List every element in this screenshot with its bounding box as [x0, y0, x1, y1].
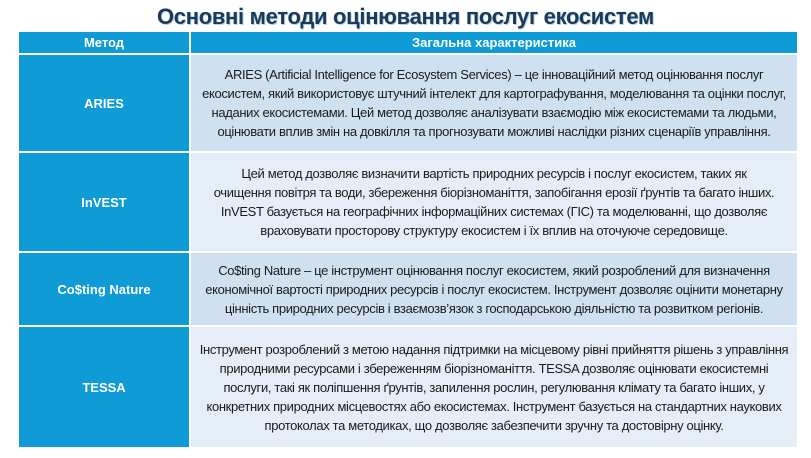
method-cell: ARIES: [19, 55, 191, 151]
description-cell: Co$ting Nature – це інструмент оцінювання послуг екосистем, який розроблений для визначення економічної вартості природних ресурсів і послуг екосистем. Інструмент дозволяє оцінити монетарну цінність природних ресурсів і взаємозв’язок з господарською діяльністю та розвитком регіонів.: [191, 253, 797, 325]
description-cell: Цей метод дозволяє визначити вартість природних ресурсів і послуг екосистем, таких як очищення повітря та води, збереження біорізноманіття, запобігання ерозії ґрунтів та багато інших. InVEST базується на географічних інформаційних системах (ГІС) та моделюванні, що дозволяє враховувати просторову структуру екосистем і їх вплив на оточуюче середовище.: [191, 153, 797, 251]
methods-table: [19, 30, 797, 449]
description-cell: ARIES (Artificial Intelligence for Ecosystem Services) – це інноваційний метод оцінювання послуг екосистем, який використовує штучний інтелект для картографування, моделювання та оцінки послуг, наданих екосистемами. Цей метод дозволяє аналізувати взаємодію між екосистемами та людьми, оцінювати вплив змін на довкілля та прогнозувати можливі наслідки різних сценаріїв управління.: [191, 55, 797, 151]
page-title: Основні методи оцінювання послуг екосистем: [156, 4, 655, 29]
method-cell: InVEST: [19, 153, 191, 251]
description-cell: Інструмент розроблений з метою надання підтримки на місцевому рівні прийняття рішень з управління природними ресурсами і збереженням біорізноманіття. TESSA дозволяє оцінювати екосистемні послуги, такі як поліпшення ґрунтів, запилення рослин, регулювання клімату та багато інших, у конкретних природних місцевостях або екосистемах. Інструмент базується на стандартних наукових протоколах та методиках, що дозволяє забезпечити зручну та достовірну оцінку.: [191, 327, 797, 447]
table-row: [19, 253, 797, 325]
method-cell: Co$ting Nature: [19, 253, 191, 325]
column-header-method: Метод: [19, 32, 191, 53]
table-row: [19, 55, 797, 151]
column-header-description: Загальна характеристика: [191, 32, 797, 53]
table-row: [19, 327, 797, 447]
method-cell: TESSA: [19, 327, 191, 447]
table-row: [19, 153, 797, 251]
table-header-row: [19, 32, 797, 53]
